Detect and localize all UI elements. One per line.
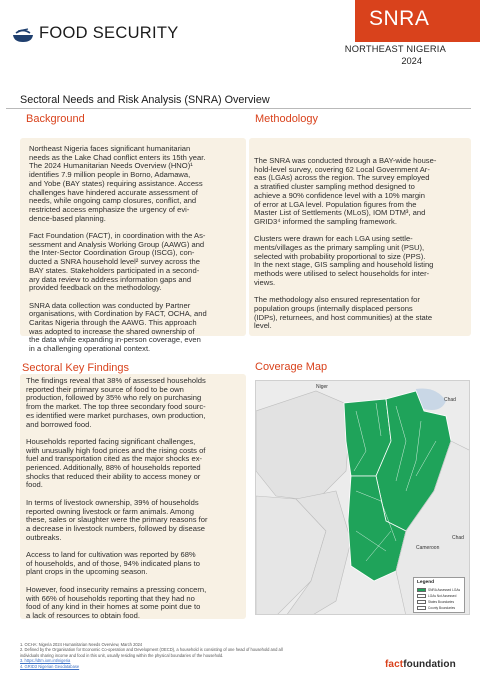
text-line: these, sales or slaughter were the primary reasons for: [26, 515, 208, 525]
findings-text: [26, 377, 244, 621]
region-label: NORTHEAST NIGERIA: [344, 44, 446, 54]
coverage-map: [255, 380, 470, 615]
text-line: dence-based planning.: [29, 213, 106, 223]
legend-item: States Boundaries: [417, 600, 454, 605]
text-line: a decrease in livestock numbers, followed by disease: [26, 523, 205, 533]
text-line: sessment and Analysis Working Group (AAWG) and: [29, 239, 205, 249]
text-line: and borrowed food.: [26, 419, 92, 429]
snra-badge-text: SNRA: [369, 7, 430, 30]
text-line: perienced. Additionally, 88% of households reported: [26, 463, 201, 473]
text-line: Households reported facing significant challenges,: [26, 436, 196, 446]
text-line: needs, while ongoing camp closures, conflict, and: [29, 196, 197, 206]
text-line: (IDPs), returnees, and host communities) at the state: [254, 312, 433, 322]
text-line: reported owning livestock or farm animals. Among: [26, 506, 194, 516]
legend-item: County Boundaries: [417, 606, 455, 611]
methodology-heading: Methodology: [255, 113, 318, 125]
food-bowl-icon: [12, 27, 34, 43]
coverage-map-heading: Coverage Map: [255, 361, 328, 373]
text-line: challenges have hindered accurate assessment of: [29, 187, 198, 197]
year-label: 2024: [401, 56, 422, 66]
text-line: BAY states. Stakeholders participated in a second-: [29, 265, 200, 275]
text-line: level.: [254, 321, 272, 331]
background-heading: Background: [26, 113, 85, 125]
text-line: Master List of Settlements (MLoS), IOM DTM³, and: [254, 208, 426, 218]
text-line: restricted access emphasize the urgency of evi-: [29, 204, 190, 214]
fact-foundation-logo: factfoundation: [385, 659, 456, 670]
text-line: the Inter-Sector Coordination Group (ISCG), con-: [29, 248, 195, 258]
legend-item: SNRA Assessed LGAs: [417, 588, 460, 593]
text-line: organisations, with Cordination by FACT, OCHA, and: [29, 309, 207, 319]
text-line: food.: [26, 480, 43, 490]
text-line: plant crops in the upcoming season.: [26, 567, 148, 577]
text-line: provided feedback on the methodology.: [29, 283, 162, 293]
text-line: with 66% of households reporting that they had no: [26, 593, 195, 603]
text-line: Caritas Nigeria through the AAWG. This approach: [29, 318, 197, 328]
text-line: was adopted to increase the shared ownership of: [29, 326, 195, 336]
footnotes: [20, 642, 380, 669]
text-line: views.: [254, 277, 276, 287]
snra-badge: [355, 0, 480, 42]
text-line: from the market. The top three secondary food sourc-: [26, 402, 206, 412]
page-title: Sectoral Needs and Risk Analysis (SNRA) Overview: [20, 94, 270, 106]
text-line: The findings reveal that 38% of assessed households: [26, 376, 206, 385]
findings-heading: Sectoral Key Findings: [22, 362, 129, 374]
text-line: fuel and transportation cited as the major shocks ex-: [26, 454, 203, 464]
map-label-chad: Chad: [444, 397, 456, 403]
text-line: The methodology also ensured representation for: [254, 295, 420, 305]
text-line: population groups (internally displaced persons: [254, 303, 413, 313]
text-line: Northeast Nigeria faces significant humanitarian: [29, 144, 191, 153]
footnote: 2. Defined by the Organisation for Economic Co-operation and Development (OECD), a household is consisting of one head of household and all: [20, 647, 283, 653]
text-line: Fact Foundation (FACT), in coordination with the As-: [29, 231, 206, 241]
text-line: SNRA data collection was conducted by Partner: [29, 300, 191, 310]
text-line: In terms of livestock ownership, 39% of households: [26, 497, 199, 507]
footnote: 1. OCHA: Nigeria 2024 Humanitarian Needs Overview, March 2024: [20, 642, 143, 647]
text-line: eas (LGAs) across the region. The survey employed: [254, 173, 430, 183]
text-line: the data while expanding in-person coverage, even: [29, 335, 201, 345]
text-line: needs as the Lake Chad conflict enters its 15th year.: [29, 152, 206, 162]
text-line: The 2024 Humanitarian Needs Overview (HNO)¹: [29, 161, 193, 171]
text-line: reported their primary source of food to be own: [26, 384, 184, 394]
report-header: [0, 0, 480, 90]
text-line: selected with probability proportional to size (PPS).: [254, 251, 426, 261]
text-line: Clusters were drawn for each LGA using settle-: [254, 234, 413, 244]
text-line: ary data review to address information gaps and: [29, 274, 192, 284]
map-legend: [413, 577, 465, 613]
text-line: achieve a 90% confidence level with a 10% margin: [254, 190, 425, 200]
text-line: shocks that reduced their ability to access money or: [26, 471, 201, 481]
text-line: of households, and of those, 94% indicated plans to: [26, 558, 200, 568]
header-title: FOOD SECURITY: [39, 24, 179, 42]
text-line: GRID3⁴ informed the sampling framework.: [254, 216, 397, 226]
text-line: identifies 7.9 million people in Borno, Adamawa,: [29, 170, 191, 180]
footnote: individuals sharing income and food in this unit, usually residing within the physical boundaries of the household.: [20, 652, 224, 658]
map-label-niger: Niger: [316, 384, 328, 390]
map-label-chad: Chad: [452, 535, 464, 541]
legend-title: Legend: [417, 580, 435, 585]
title-divider: [6, 108, 471, 109]
footnote-link[interactable]: 3. https://dtm.iom.int/nigeria: [20, 658, 71, 664]
footnote-link[interactable]: 4. GRID3 Nigerian Geodatabase: [20, 663, 80, 669]
text-line: with unusually high food prices and the rising costs of: [26, 445, 206, 455]
map-label-cameroon: Cameroon: [416, 545, 440, 551]
methodology-text: [254, 157, 469, 331]
background-text: [29, 145, 244, 354]
text-line: hold-level survey, covering 62 Local Government Ar-: [254, 164, 430, 174]
text-line: The SNRA was conducted through a BAY-wide house-: [254, 156, 437, 165]
text-line: and Yobe (BAY states) requiring assistance. Access: [29, 178, 203, 188]
text-line: ducted a SNRA household level² survey across the: [29, 257, 200, 267]
text-line: ments/villages as the primary sampling unit (PSU),: [254, 243, 425, 253]
text-line: es identified were market purchases, own production,: [26, 410, 206, 420]
text-line: in a challenging operational context.: [29, 344, 151, 354]
text-line: production, followed by 35% who rely on purchasing: [26, 393, 202, 403]
text-line: of error at LGA level. Population figures from the: [254, 199, 417, 209]
text-line: food of any kind in their homes at some point due to: [26, 602, 201, 612]
text-line: a stratified cluster sampling method designed to: [254, 182, 415, 192]
text-line: However, food insecurity remains a pressing concern,: [26, 584, 207, 594]
text-line: methods were utilised to select households for inter-: [254, 269, 430, 279]
text-line: Access to land for cultivation was reported by 68%: [26, 550, 196, 560]
text-line: In the next stage, GIS sampling and household listing: [254, 260, 434, 270]
text-line: outbreaks.: [26, 532, 62, 542]
legend-item: LGAs Not Assessed: [417, 594, 456, 599]
text-line: a lack of resources to obtain food.: [26, 610, 140, 620]
